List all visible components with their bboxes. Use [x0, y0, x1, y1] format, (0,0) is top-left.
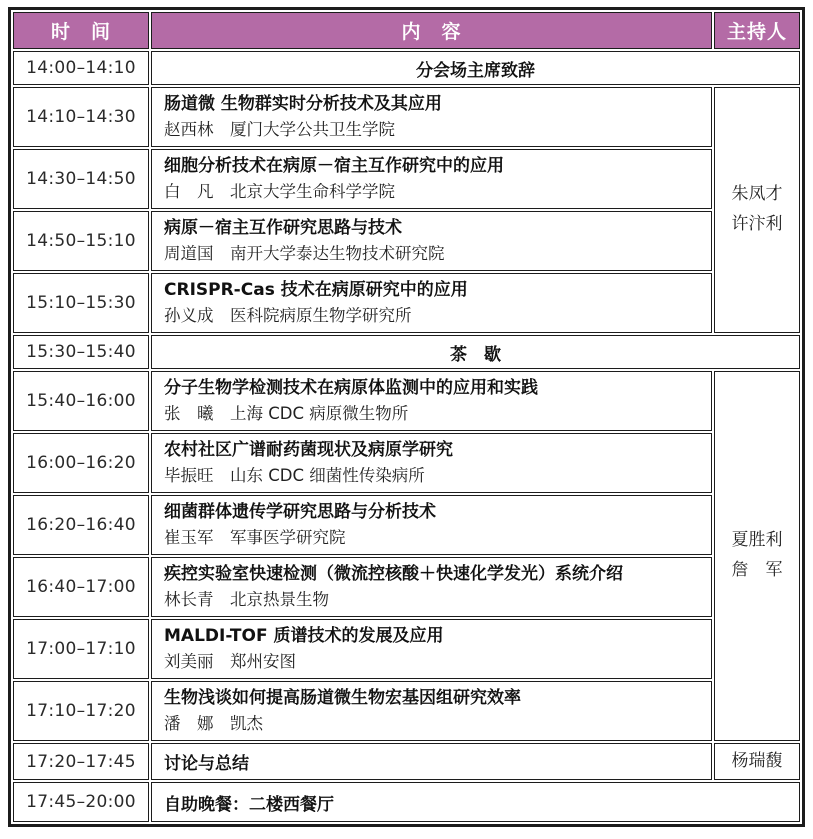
time-cell: 17:00–17:10 [13, 619, 149, 679]
talk-title: 细胞分析技术在病原－宿主互作研究中的应用 [164, 156, 504, 177]
row-dinner [13, 782, 800, 822]
talk-speaker: 张 曦 上海 CDC 病原微生物所 [164, 404, 409, 424]
row-tea-break [13, 335, 800, 369]
header-host: 主持人 [714, 12, 800, 49]
talk-speaker: 林长青 北京热景生物 [164, 590, 329, 610]
talk-title: 细菌群体遗传学研究思路与分析技术 [164, 502, 436, 523]
host-cell-session1 [714, 87, 800, 333]
time-cell: 15:40–16:00 [13, 371, 149, 431]
time-cell: 17:20–17:45 [13, 743, 149, 780]
talk-title: 病原－宿主互作研究思路与技术 [164, 218, 402, 239]
talk-title: 疾控实验室快速检测（微流控核酸＋快速化学发光）系统介绍 [164, 564, 623, 585]
host-name: 朱凤才 [731, 184, 783, 205]
talk-title: 农村社区广谱耐药菌现状及病原学研究 [164, 440, 453, 461]
tea-break-title: 茶 歇 [151, 335, 800, 369]
talk-speaker: 白 凡 北京大学生命科学学院 [164, 182, 395, 202]
time-cell: 15:10–15:30 [13, 273, 149, 333]
dinner-title: 自助晚餐：二楼西餐厅 [151, 782, 800, 822]
row-talk-7 [13, 495, 800, 555]
header-content: 内 容 [151, 12, 712, 49]
talk-speaker: 刘美丽 郑州安图 [164, 652, 296, 672]
content-cell [151, 557, 712, 617]
content-cell [151, 495, 712, 555]
talk-title: MALDI-TOF 质谱技术的发展及应用 [164, 626, 444, 647]
discussion-title: 讨论与总结 [151, 743, 712, 780]
host-name: 许汴利 [731, 214, 783, 234]
row-talk-4 [13, 273, 800, 333]
row-talk-2 [13, 149, 800, 209]
talk-speaker: 孙义成 医科院病原生物学研究所 [164, 306, 412, 326]
talk-speaker: 赵西林 厦门大学公共卫生学院 [164, 120, 395, 140]
talk-title: 生物浅谈如何提高肠道微生物宏基因组研究效率 [164, 688, 521, 709]
talk-title: CRISPR-Cas 技术在病原研究中的应用 [164, 280, 468, 301]
content-cell [151, 211, 712, 271]
talk-speaker: 周道国 南开大学泰达生物技术研究院 [164, 244, 445, 264]
row-talk-3 [13, 211, 800, 271]
host-name: 詹 军 [731, 560, 783, 580]
header-row [13, 12, 800, 49]
row-talk-1 [13, 87, 800, 147]
host-name: 夏胜利 [731, 530, 783, 551]
time-cell: 14:50–15:10 [13, 211, 149, 271]
header-time: 时 间 [13, 12, 149, 49]
row-talk-10 [13, 681, 800, 741]
row-talk-9 [13, 619, 800, 679]
content-cell [151, 433, 712, 493]
talk-title: 分子生物学检测技术在病原体监测中的应用和实践 [164, 378, 538, 399]
row-talk-5 [13, 371, 800, 431]
talk-title: 肠道微 生物群实时分析技术及其应用 [164, 94, 442, 115]
host-cell-discussion: 杨瑞馥 [714, 743, 800, 780]
time-cell: 15:30–15:40 [13, 335, 149, 369]
time-cell: 14:00–14:10 [13, 51, 149, 85]
content-cell [151, 371, 712, 431]
row-talk-8 [13, 557, 800, 617]
row-talk-6 [13, 433, 800, 493]
row-opening [13, 51, 800, 85]
time-cell: 16:00–16:20 [13, 433, 149, 493]
talk-speaker: 崔玉军 军事医学研究院 [164, 528, 346, 548]
content-cell [151, 681, 712, 741]
host-cell-session2 [714, 371, 800, 741]
content-cell [151, 619, 712, 679]
session-schedule-table [8, 7, 805, 827]
content-cell [151, 149, 712, 209]
opening-title: 分会场主席致辞 [151, 51, 800, 85]
talk-speaker: 潘 娜 凯杰 [164, 714, 263, 734]
time-cell: 17:10–17:20 [13, 681, 149, 741]
time-cell: 16:20–16:40 [13, 495, 149, 555]
row-discussion [13, 743, 800, 780]
time-cell: 16:40–17:00 [13, 557, 149, 617]
time-cell: 14:10–14:30 [13, 87, 149, 147]
time-cell: 17:45–20:00 [13, 782, 149, 822]
talk-speaker: 毕振旺 山东 CDC 细菌性传染病所 [164, 466, 425, 486]
time-cell: 14:30–14:50 [13, 149, 149, 209]
content-cell [151, 87, 712, 147]
content-cell [151, 273, 712, 333]
